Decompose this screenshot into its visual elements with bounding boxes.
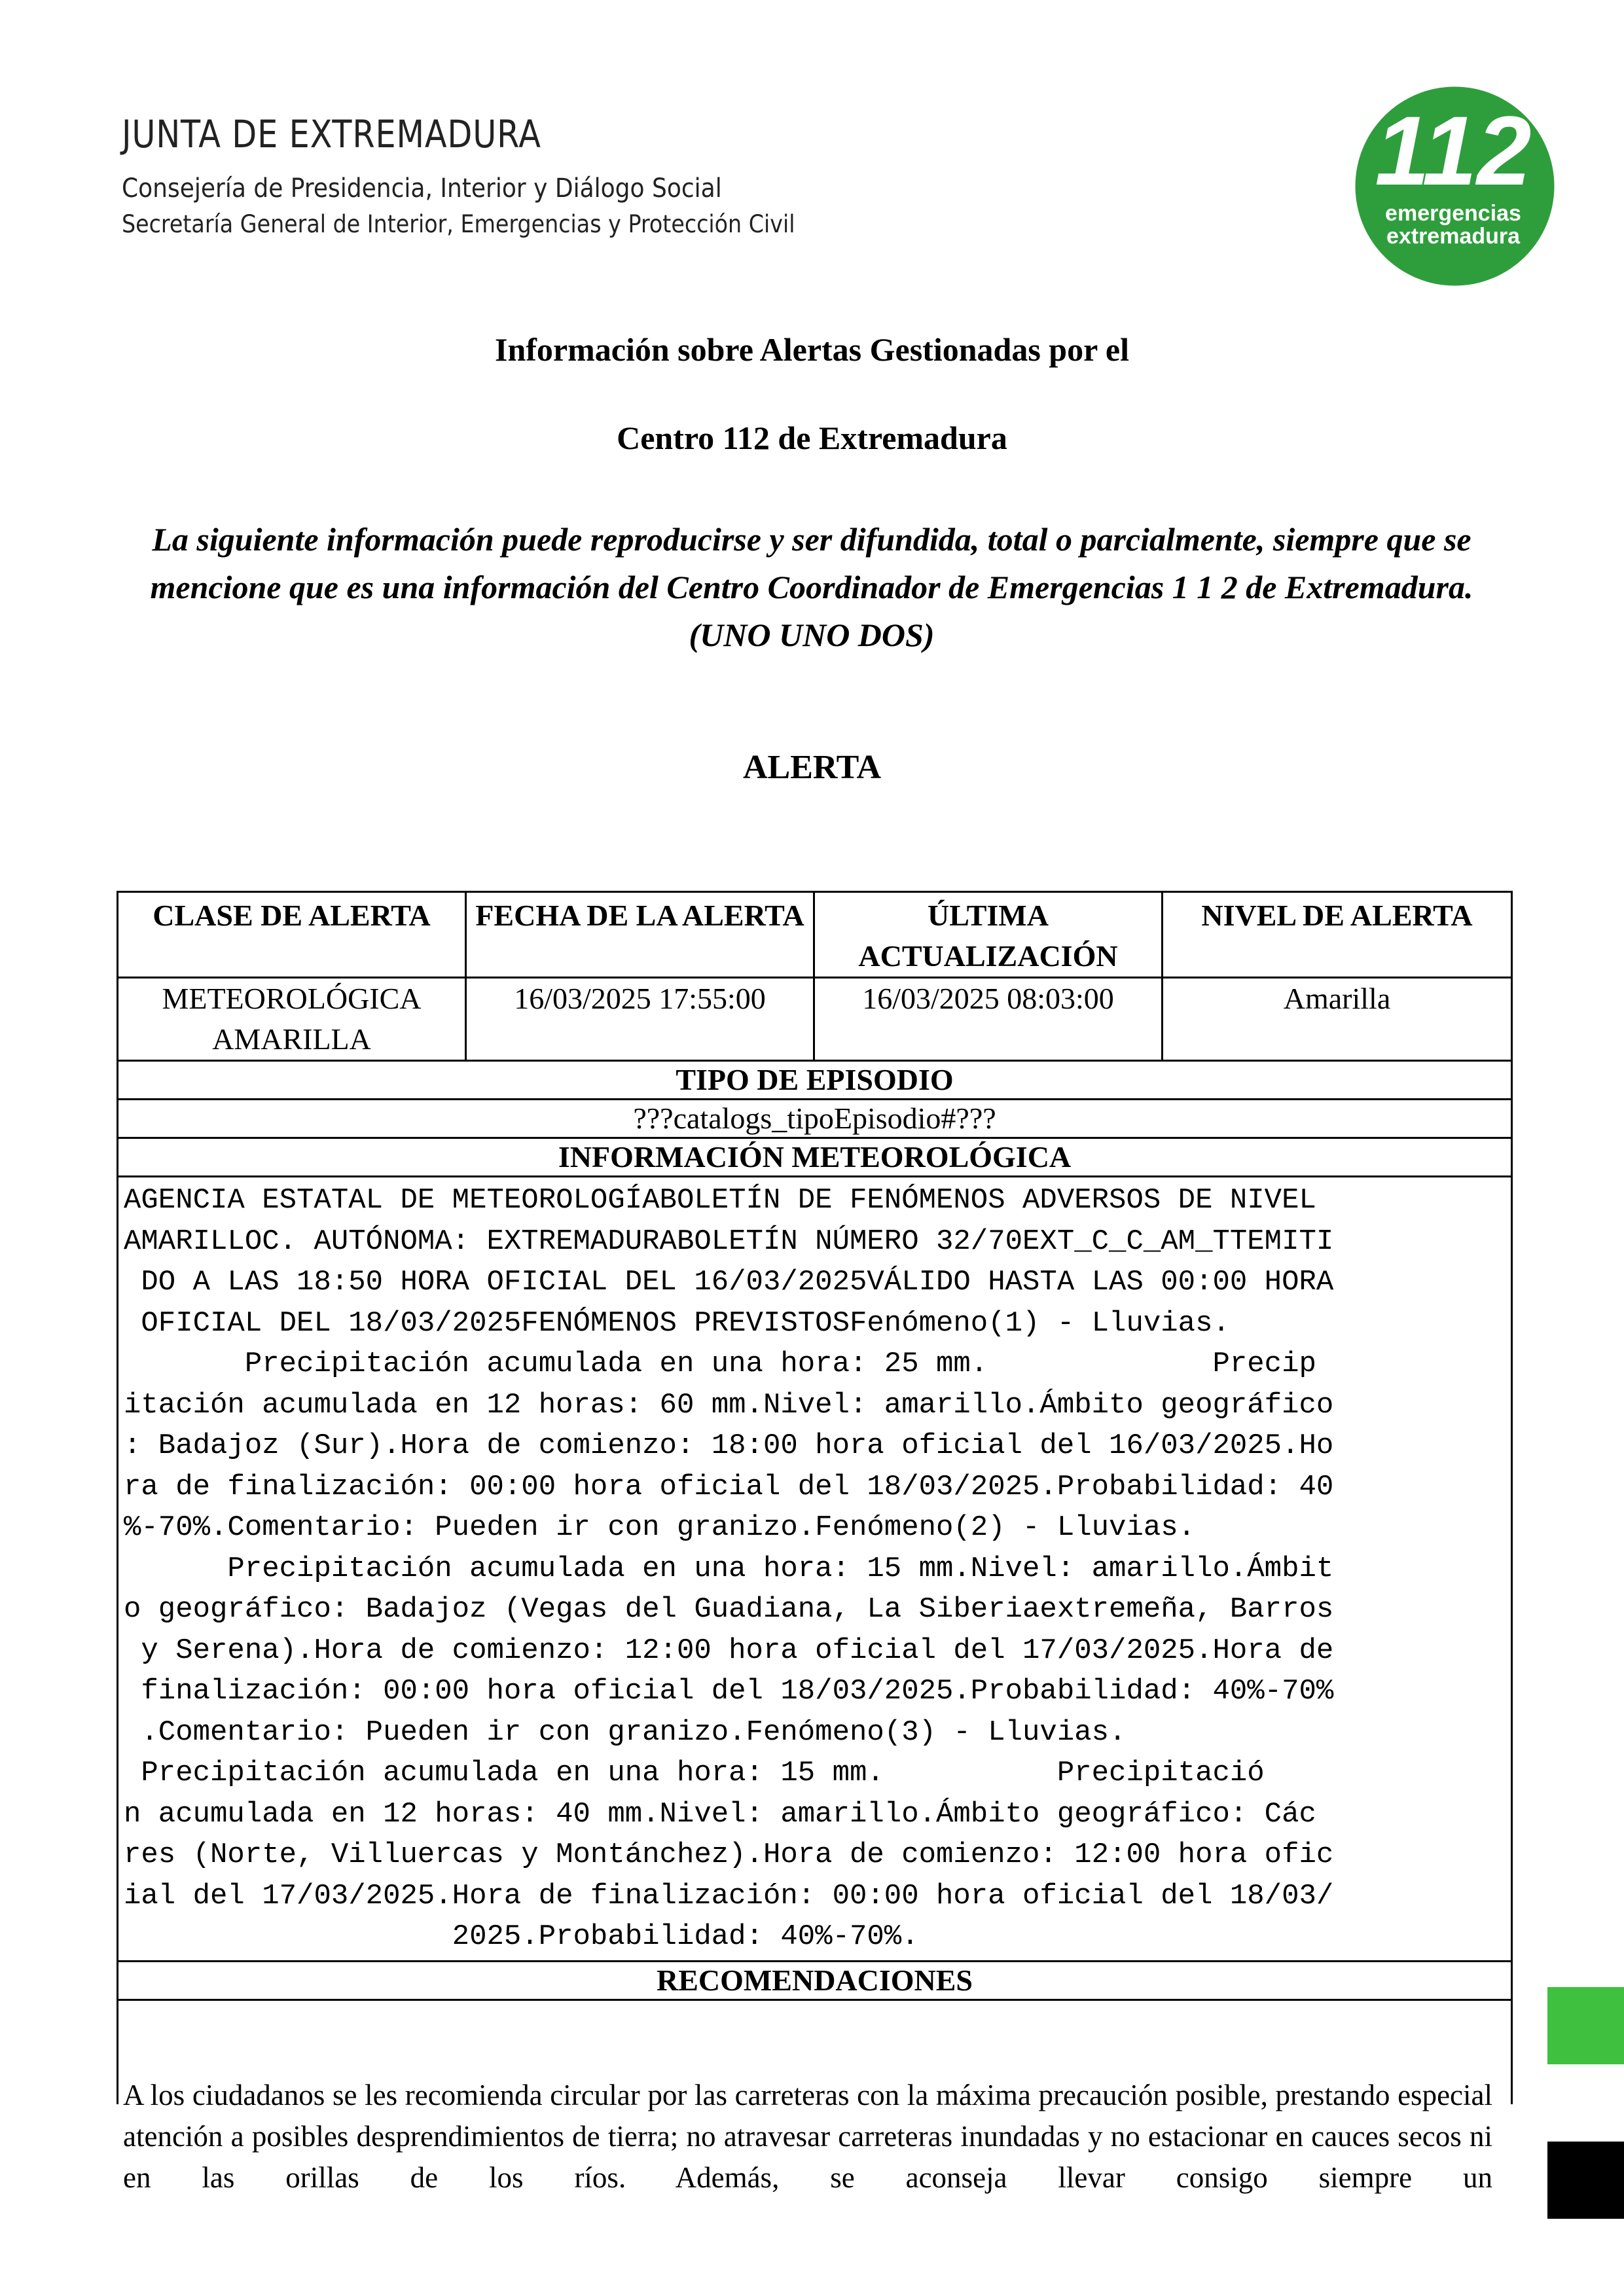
- header-nivel: NIVEL DE ALERTA: [1163, 892, 1512, 978]
- meteo-heading: INFORMACIÓN METEOROLÓGICA: [118, 1138, 1512, 1177]
- org-department: Consejería de Presidencia, Interior y Diálogo Social: [122, 173, 722, 204]
- header-fecha: FECHA DE LA ALERTA: [466, 892, 814, 978]
- value-nivel: Amarilla: [1163, 978, 1512, 1061]
- reproduction-notice: La siguiente información puede reproducirse y ser difundida, total o parcialmente, siempre que se mencione que es una información del Centro Coordinador de Emergencias 1 1 2 de Extremadura. (UNO UNO DOS): [150, 521, 1473, 653]
- header-clase: CLASE DE ALERTA: [118, 892, 466, 978]
- value-ultima-actualizacion: 16/03/2025 08:03:00: [814, 978, 1163, 1061]
- meteo-line: y Serena).Hora de comienzo: 12:00 hora oficial del 17/03/2025.Hora de: [124, 1634, 1334, 1667]
- organization-header: [122, 111, 870, 241]
- meteo-bulletin: [118, 1177, 1512, 1962]
- episode-value: ???catalogs_tipoEpisodio#???: [118, 1100, 1512, 1138]
- meteo-line: %-70%.Comentario: Pueden ir con granizo.Fenómeno(2) - Lluvias.: [124, 1511, 1196, 1544]
- meteo-line: AMARILLOC. AUTÓNOMA: EXTREMADURABOLETÍN NÚMERO 32/70EXT_C_C_AM_TTEMITI: [124, 1225, 1334, 1258]
- meteo-line: DO A LAS 18:50 HORA OFICIAL DEL 16/03/2025VÁLIDO HASTA LAS 00:00 HORA: [124, 1266, 1334, 1299]
- value-fecha: 16/03/2025 17:55:00: [466, 978, 814, 1061]
- alert-header-row: [118, 892, 1512, 978]
- side-mark-black: [1547, 2142, 1624, 2219]
- meteo-line: res (Norte, Villuercas y Montánchez).Hora de comienzo: 12:00 hora ofic: [124, 1839, 1334, 1871]
- document-title-line2: Centro 112 de Extremadura: [617, 420, 1007, 456]
- meteo-line: : Badajoz (Sur).Hora de comienzo: 18:00 hora oficial del 16/03/2025.Ho: [124, 1429, 1334, 1462]
- meteo-line: 2025.Probabilidad: 40%-70%.: [124, 1920, 919, 1953]
- svg-text:extremadura: extremadura: [1386, 224, 1521, 249]
- alert-values-row: [118, 978, 1512, 1061]
- meteo-line: .Comentario: Pueden ir con granizo.Fenómeno(3) - Lluvias.: [124, 1715, 1127, 1749]
- meteo-line: ra de finalización: 00:00 hora oficial del 18/03/2025.Probabilidad: 40: [124, 1470, 1334, 1503]
- header-ultima-actualizacion: ÚLTIMA ACTUALIZACIÓN: [814, 892, 1163, 978]
- meteo-line: o geográfico: Badajoz (Vegas del Guadiana, La Siberiaextremeña, Barros: [124, 1593, 1334, 1626]
- value-clase: METEOROLÓGICA AMARILLA: [118, 978, 466, 1061]
- emergencias-112-logo: [1355, 86, 1555, 286]
- meteo-line: Precipitación acumulada en una hora: 15 mm.Nivel: amarillo.Ámbit: [124, 1552, 1334, 1585]
- meteo-line: Precipitación acumulada en una hora: 15 mm. Precipitació: [124, 1757, 1265, 1789]
- svg-text:112: 112: [1375, 96, 1532, 206]
- recommendations-heading: RECOMENDACIONES: [118, 1961, 1512, 2000]
- svg-text:emergencias: emergencias: [1385, 201, 1521, 226]
- side-mark-green: [1547, 1987, 1624, 2064]
- meteo-line: OFICIAL DEL 18/03/2025FENÓMENOS PREVISTOSFenómeno(1) - Lluvias.: [124, 1306, 1230, 1340]
- meteo-line: ial del 17/03/2025.Hora de finalización: 00:00 hora oficial del 18/03/: [124, 1879, 1334, 1912]
- meteo-line: itación acumulada en 12 horas: 60 mm.Nivel: amarillo.Ámbito geográfico: [124, 1388, 1334, 1422]
- episode-heading: TIPO DE EPISODIO: [118, 1061, 1512, 1100]
- meteo-line: n acumulada en 12 horas: 40 mm.Nivel: amarillo.Ámbito geográfico: Các: [124, 1797, 1316, 1831]
- alert-table: [117, 891, 1513, 2104]
- document-title-line1: Información sobre Alertas Gestionadas por el: [495, 331, 1129, 368]
- org-name: JUNTA DE EXTREMADURA: [122, 112, 541, 156]
- meteo-line: finalización: 00:00 hora oficial del 18/03/2025.Probabilidad: 40%-70%: [124, 1675, 1334, 1708]
- meteo-line: AGENCIA ESTATAL DE METEOROLOGÍABOLETÍN DE FENÓMENOS ADVERSOS DE NIVEL: [124, 1184, 1316, 1217]
- org-secretariat: Secretaría General de Interior, Emergencias y Protección Civil: [122, 210, 795, 238]
- recommendations-text: A los ciudadanos se les recomienda circular por las carreteras con la máxima precaución posible, prestando especial atención a posibles desprendimientos de tierra; no atravesar carreteras inundadas y no estacionar en cauces secos ni en las orillas de los ríos. Además, se aconseja llevar consigo siempre un: [123, 2079, 1492, 2194]
- meteo-line: Precipitación acumulada en una hora: 25 mm. Precip: [124, 1348, 1316, 1380]
- alert-heading: ALERTA: [742, 749, 882, 786]
